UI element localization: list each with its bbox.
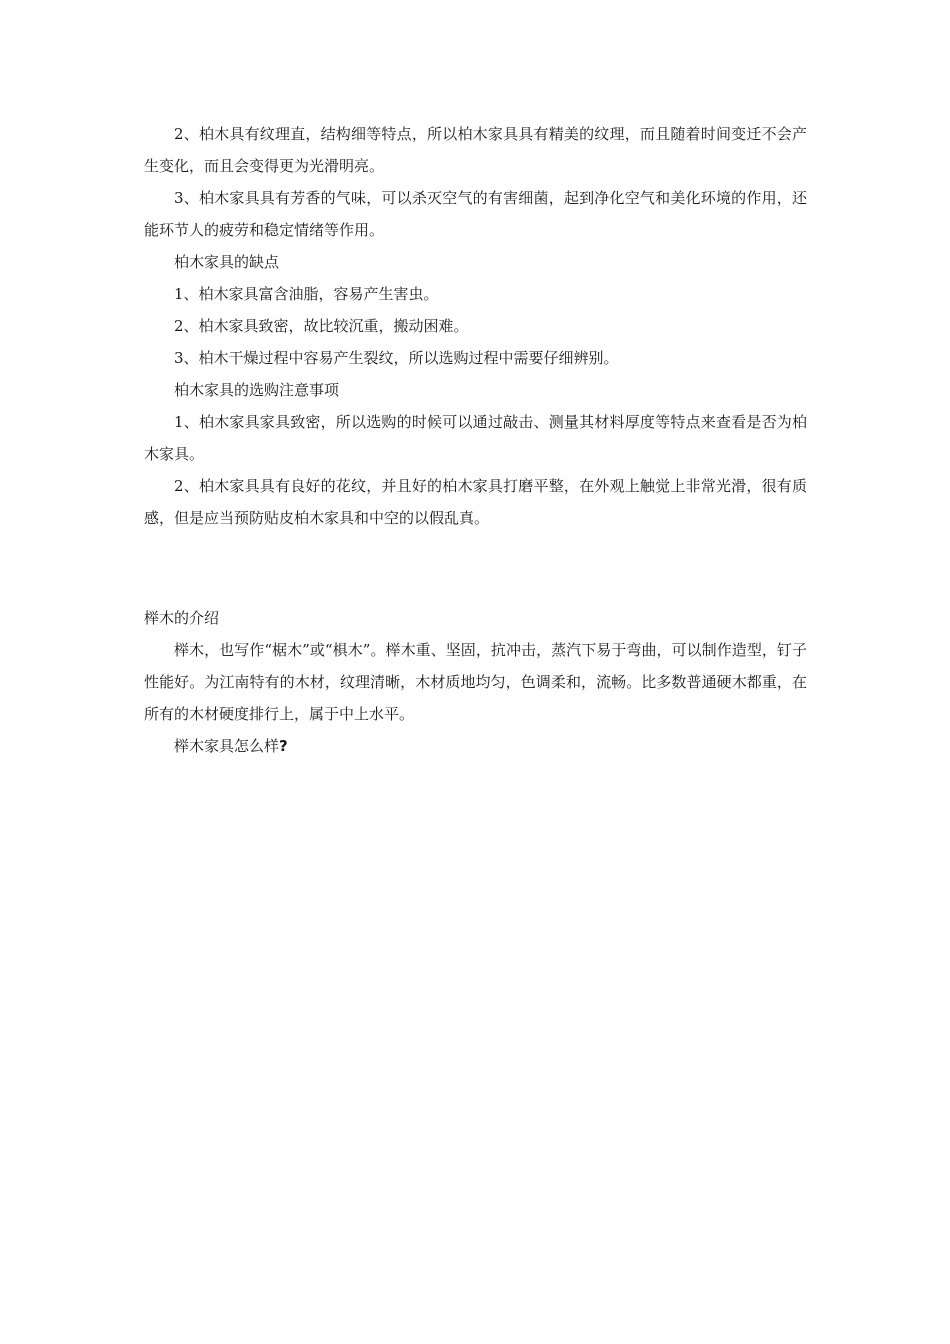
- buying-tip-item-1: 1、柏木家具家具致密，所以选购的时候可以通过敲击、测量其材料厚度等特点来查看是否为柏木家具。: [144, 413, 807, 463]
- advantage-item-3: 3、柏木家具具有芳香的气味，可以杀灭空气的有害细菌，起到净化空气和美化环境的作用，还能环节人的疲劳和稳定情绪等作用。: [144, 189, 807, 239]
- disadvantages-heading: 柏木家具的缺点: [174, 253, 280, 271]
- document-body: [144, 118, 807, 762]
- beech-heading: 榉木的介绍: [144, 609, 220, 627]
- advantage-item-2: 2、柏木具有纹理直，结构细等特点，所以柏木家具具有精美的纹理，而且随着时间变迁不会产生变化，而且会变得更为光滑明亮。: [144, 125, 807, 175]
- section-spacer: [144, 534, 807, 602]
- beech-question-text: 榉木家具怎么样: [174, 737, 280, 755]
- disadvantage-item-2: 2、柏木家具致密，故比较沉重，搬动困难。: [174, 317, 469, 335]
- beech-question: [144, 730, 807, 762]
- beech-question-mark: ?: [279, 737, 288, 755]
- disadvantage-item-1: 1、柏木家具富含油脂，容易产生害虫。: [174, 285, 439, 303]
- beech-intro: 榉木，也写作“椐木”或“椇木”。榉木重、坚固，抗冲击，蒸汽下易于弯曲，可以制作造型，钉子性能好。为江南特有的木材，纹理清晰，木材质地均匀，色调柔和，流畅。比多数普通硬木都重，在所有的木材硬度排行上，属于中上水平。: [144, 641, 807, 723]
- buying-tip-item-2: 2、柏木家具具有良好的花纹，并且好的柏木家具打磨平整，在外观上触觉上非常光滑，很有质感，但是应当预防贴皮柏木家具和中空的以假乱真。: [144, 477, 807, 527]
- buying-tips-heading: 柏木家具的选购注意事项: [174, 381, 340, 399]
- disadvantage-item-3: 3、柏木干燥过程中容易产生裂纹，所以选购过程中需要仔细辨别。: [174, 349, 619, 367]
